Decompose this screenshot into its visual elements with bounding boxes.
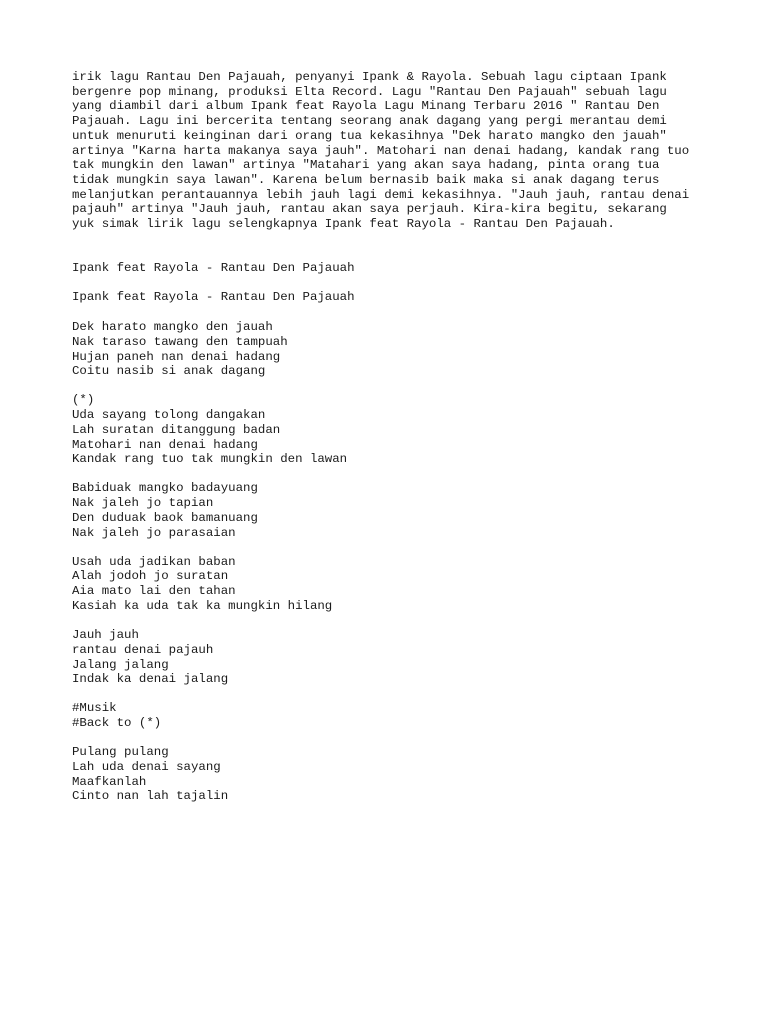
stanza-verse-2 — [72, 481, 712, 540]
lyric-line: Indak ka denai jalang — [72, 672, 229, 687]
song-title — [72, 261, 712, 276]
lyric-line: Kandak rang tuo tak mungkin den lawan — [72, 452, 348, 467]
lyric-line: Babiduak mangko badayuang — [72, 481, 258, 496]
lyric-line: Uda sayang tolong dangakan — [72, 408, 266, 423]
lyric-line: Alah jodoh jo suratan — [72, 569, 229, 584]
lyric-line: Nak jaleh jo tapian — [72, 496, 214, 511]
intro-line: yuk simak lirik lagu selengkapnya Ipank feat Rayola - Rantau Den Pajauah. — [72, 217, 615, 232]
intro-line: irik lagu Rantau Den Pajauah, penyanyi Ipank & Rayola. Sebuah lagu ciptaan Ipank — [72, 70, 667, 84]
song-title-text: Ipank feat Rayola - Rantau Den Pajauah — [72, 290, 355, 305]
lyric-line: Matohari nan denai hadang — [72, 437, 258, 452]
intro-line: artinya "Karna harta makanya saya jauh". Matohari nan denai hadang, kandak rang tuo — [72, 143, 690, 158]
stanza-verse-1 — [72, 320, 712, 379]
lyric-line: Jalang jalang — [72, 657, 169, 672]
lyric-line: #Musik — [72, 701, 117, 716]
song-title-text: Ipank feat Rayola - Rantau Den Pajauah — [72, 260, 355, 275]
stanza-chorus — [72, 393, 712, 467]
lyric-line: #Back to (*) — [72, 716, 162, 731]
stanza-outro — [72, 745, 712, 804]
lyric-line: Lah suratan ditanggung badan — [72, 422, 281, 437]
intro-line: bergenre pop minang, produksi Elta Record. Lagu "Rantau Den Pajauah" sebuah lagu — [72, 84, 667, 99]
stanza-music-note — [72, 701, 712, 730]
lyric-line: Nak taraso tawang den tampuah — [72, 334, 288, 349]
intro-line: Pajauah. Lagu ini bercerita tentang seorang anak dagang yang pergi merantau demi — [72, 114, 667, 129]
intro-line: tidak mungkin saya lawan". Karena belum bernasib baik maka si anak dagang terus — [72, 172, 660, 187]
lyric-line: Hujan paneh nan denai hadang — [72, 349, 281, 364]
lyric-line: Cinto nan lah tajalin — [72, 789, 229, 804]
intro-line: tak mungkin den lawan" artinya "Matahari yang akan saya hadang, pinta orang tua — [72, 158, 660, 173]
lyric-line: Den duduak baok bamanuang — [72, 510, 258, 525]
stanza-verse-3 — [72, 555, 712, 614]
lyric-line: Kasiah ka uda tak ka mungkin hilang — [72, 598, 333, 613]
lyric-line: Lah uda denai sayang — [72, 760, 221, 775]
intro-line: pajauh" artinya "Jauh jauh, rantau akan saya perjauh. Kira-kira begitu, sekarang — [72, 202, 667, 217]
lyric-line: Dek harato mangko den jauah — [72, 320, 273, 335]
lyric-line: Maafkanlah — [72, 774, 147, 789]
lyric-line: Nak jaleh jo parasaian — [72, 525, 236, 540]
intro-line: yang diambil dari album Ipank feat Rayola Lagu Minang Terbaru 2016 " Rantau Den — [72, 99, 660, 114]
lyrics-document — [72, 70, 712, 819]
song-subtitle — [72, 290, 712, 305]
intro-line: untuk menuruti keinginan dari orang tua kekasihnya "Dek harato mangko den jauah" — [72, 128, 667, 143]
lyric-line: (*) — [72, 393, 95, 408]
stanza-bridge — [72, 628, 712, 687]
lyric-line: Coitu nasib si anak dagang — [72, 364, 266, 379]
intro-line: melanjutkan perantauannya lebih jauh lagi demi kekasihnya. "Jauh jauh, rantau denai — [72, 187, 690, 202]
lyric-line: Pulang pulang — [72, 745, 169, 760]
lyric-line: Aia mato lai den tahan — [72, 584, 236, 599]
intro-paragraph — [72, 70, 712, 232]
lyric-line: Usah uda jadikan baban — [72, 554, 236, 569]
lyric-line: rantau denai pajauh — [72, 642, 214, 657]
lyric-line: Jauh jauh — [72, 628, 139, 643]
